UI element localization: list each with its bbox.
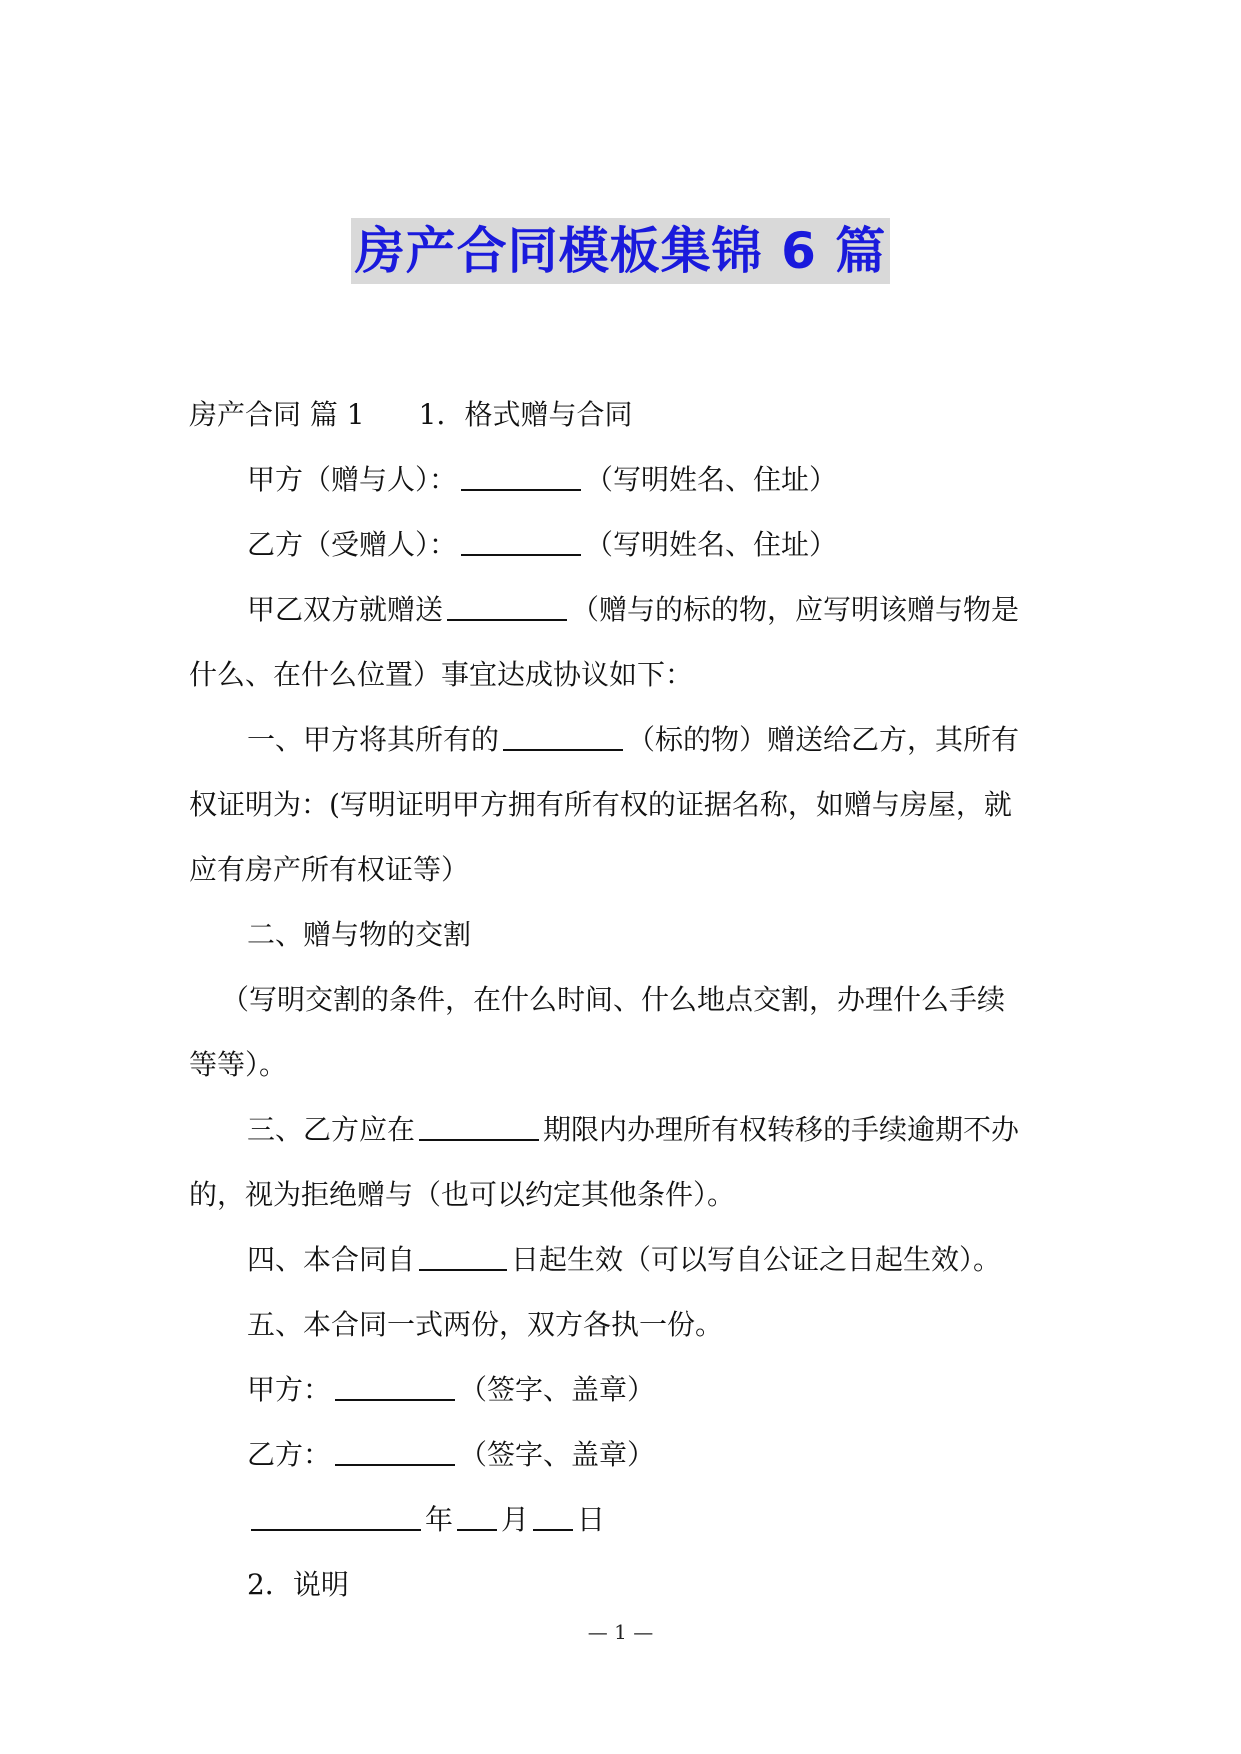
party-a-note: （写明姓名、住址） [585, 463, 838, 496]
paragraph-heading-1 [189, 382, 1053, 447]
blank-field [503, 721, 623, 751]
clause-1-line [189, 707, 1053, 772]
blank-field [447, 591, 567, 621]
text-segment: （赠与的标的物，应写明该赠与物是 [571, 593, 1020, 626]
text-segment: 乙方： [247, 1438, 332, 1471]
paragraph-line: 什么、在什么位置）事宜达成协议如下： [189, 658, 694, 691]
day-blank [533, 1501, 573, 1531]
section-label: 房产合同 篇 1 [189, 398, 365, 431]
section-title: 1．格式赠与合同 [418, 398, 633, 431]
text-segment: （签字、盖章） [459, 1438, 656, 1471]
signature-blank [335, 1371, 455, 1401]
date-line [189, 1487, 1053, 1552]
party-a-label: 甲方（赠与人）： [247, 463, 458, 496]
document-body [189, 382, 1053, 1617]
day-label: 日 [577, 1503, 606, 1536]
month-blank [457, 1501, 497, 1531]
text-segment: 日起生效（可以写自公证之日起生效）。 [511, 1243, 1002, 1276]
party-b-line [189, 512, 1053, 577]
paragraph-line: （写明交割的条件，在什么时间、什么地点交割，办理什么手续 [221, 983, 1006, 1016]
clause-4-line [189, 1227, 1053, 1292]
blank-field [419, 1241, 507, 1271]
blank-field [461, 526, 581, 556]
clause-3-line [189, 1097, 1053, 1162]
year-label: 年 [425, 1503, 454, 1536]
paragraph-line: 等等）。 [189, 1048, 288, 1081]
paragraph-line: 权证明为：(写明证明甲方拥有所有权的证据名称，如赠与房屋，就 [189, 788, 1012, 821]
clause-2-line: 二、赠与物的交割 [247, 918, 472, 951]
clause-5-line: 五、本合同一式两份，双方各执一份。 [247, 1308, 724, 1341]
text-segment: 三、乙方应在 [247, 1113, 416, 1146]
party-b-note: （写明姓名、住址） [585, 528, 838, 561]
text-segment: 期限内办理所有权转移的手续逾期不办 [543, 1113, 1020, 1146]
text-segment: 甲乙双方就赠送 [247, 593, 444, 626]
text-segment: 一、甲方将其所有的 [247, 723, 500, 756]
party-a-line [189, 447, 1053, 512]
blank-field [419, 1111, 539, 1141]
year-blank [251, 1501, 421, 1531]
paragraph-line [189, 577, 1053, 642]
page-title: 房产合同模板集锦 6 篇 [351, 218, 891, 284]
paragraph-line: 应有房产所有权证等） [189, 853, 470, 886]
text-segment: （签字、盖章） [459, 1373, 656, 1406]
blank-field [461, 461, 581, 491]
page-number: — 1 — [587, 1620, 654, 1644]
signature-blank [335, 1436, 455, 1466]
section-2-heading: 2．说明 [247, 1568, 349, 1601]
text-segment: 四、本合同自 [247, 1243, 416, 1276]
paragraph-line: 的，视为拒绝赠与（也可以约定其他条件）。 [189, 1178, 736, 1211]
text-segment: （标的物）赠送给乙方，其所有 [627, 723, 1020, 756]
text-segment: 甲方： [247, 1373, 332, 1406]
title-wrap [0, 218, 1241, 284]
signature-party-a [189, 1357, 1053, 1422]
month-label: 月 [501, 1503, 530, 1536]
party-b-label: 乙方（受赠人）： [247, 528, 458, 561]
signature-party-b [189, 1422, 1053, 1487]
